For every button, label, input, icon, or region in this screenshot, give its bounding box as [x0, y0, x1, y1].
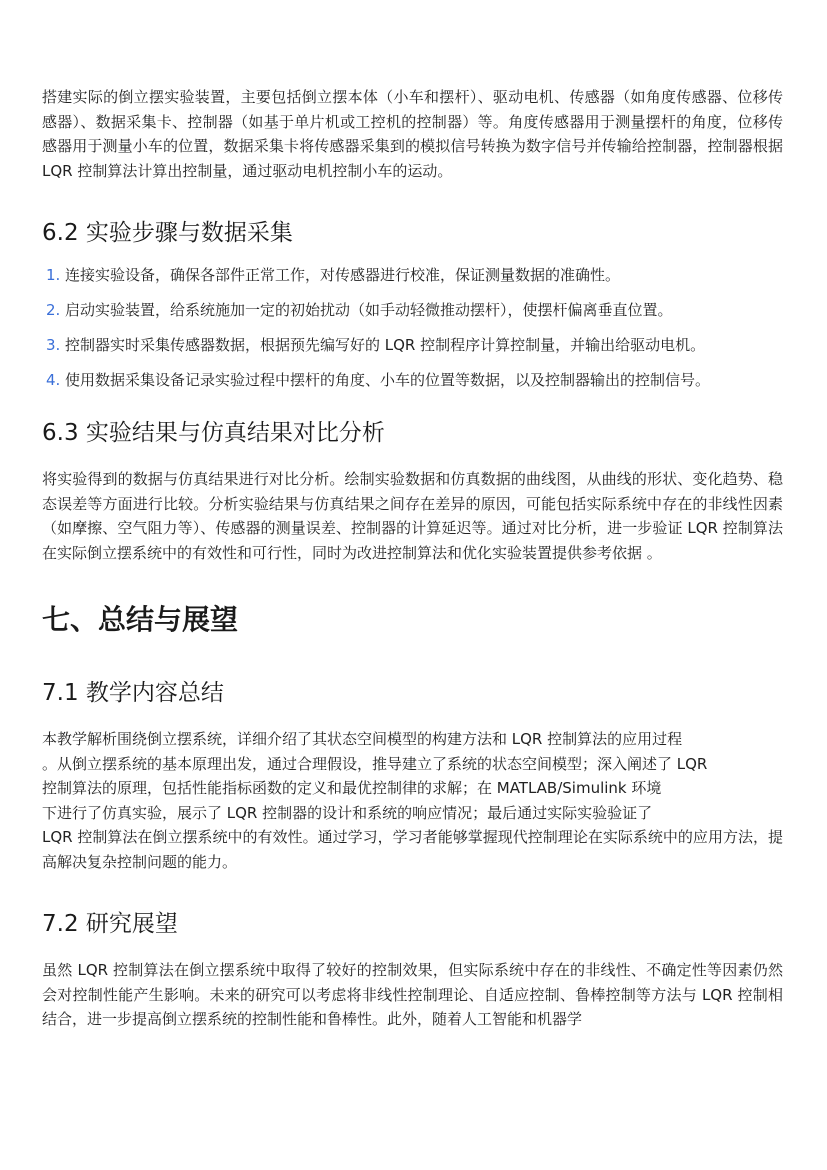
list-text: 使用数据采集设备记录实验过程中摆杆的角度、小车的位置等数据，以及控制器输出的控制信号。: [65, 371, 711, 389]
list-text: 启动实验装置，给系统施加一定的初始扰动（如手动轻微推动摆杆），使摆杆偏离垂直位置。: [65, 301, 673, 319]
experiment-steps-list: [42, 263, 783, 403]
section-7-2-paragraph: 虽然 LQR 控制算法在倒立摆系统中取得了较好的控制效果，但实际系统中存在的非线性、不确定性等因素仍然会对控制性能产生影响。未来的研究可以考虑将非线性控制理论、自适应控制、鲁棒控制等方法与 LQR 控制相结合，进一步提高倒立摆系统的控制性能和鲁棒性。此外，随着人工智能和机器学: [42, 961, 783, 1028]
section-7-1-paragraph: 本教学解析围绕倒立摆系统，详细介绍了其状态空间模型的构建方法和 LQR 控制算法的应用过程 。从倒立摆系统的基本原理出发，通过合理假设，推导建立了系统的状态空间模型；深入阐述了 LQR 控制算法的原理，包括性能指标函数的定义和最优控制律的求解；在 MATLAB/Simulink 环境 下进行了仿真实验，展示了 LQR 控制器的设计和系统的响应情况；最后通过实际实验验证了 LQR 控制算法在倒立摆系统中的有效性。通过学习，学习者能够掌握现代控制理论在实际系统中的应用方法，提高解决复杂控制问题的能力。: [42, 730, 783, 871]
section-6-3-paragraph: 将实验得到的数据与仿真结果进行对比分析。绘制实验数据和仿真数据的曲线图，从曲线的形状、变化趋势、稳态误差等方面进行比较。分析实验结果与仿真结果之间存在差异的原因，可能包括实际系统中存在的非线性因素（如摩擦、空气阻力等）、传感器的测量误差、控制器的计算延迟等。通过对比分析，进一步验证 LQR 控制算法在实际倒立摆系统中的有效性和可行性，同时为改进控制算法和优化实验装置提供参考依据 。: [42, 470, 783, 562]
list-number: 2.: [46, 301, 61, 319]
section-7-2-heading: 7.2 研究展望: [42, 911, 178, 937]
list-number: 4.: [46, 371, 61, 389]
section-7-1-heading: 7.1 教学内容总结: [42, 680, 224, 706]
list-number: 1.: [46, 266, 61, 284]
list-item: [42, 298, 783, 333]
section-6-3-heading: 6.3 实验结果与仿真结果对比分析: [42, 420, 385, 446]
list-item: [42, 263, 783, 298]
chapter-7-heading: 七、总结与展望: [42, 603, 239, 636]
intro-paragraph: 搭建实际的倒立摆实验装置，主要包括倒立摆本体（小车和摆杆）、驱动电机、传感器（如角度传感器、位移传感器）、数据采集卡、控制器（如基于单片机或工控机的控制器）等。角度传感器用于测量摆杆的角度，位移传感器用于测量小车的位置，数据采集卡将传感器采集到的模拟信号转换为数字信号并传输给控制器，控制器根据 LQR 控制算法计算出控制量，通过驱动电机控制小车的运动。: [42, 88, 783, 180]
list-text: 连接实验设备，确保各部件正常工作，对传感器进行校准，保证测量数据的准确性。: [65, 266, 621, 284]
list-text: 控制器实时采集传感器数据，根据预先编写好的 LQR 控制程序计算控制量，并输出给驱动电机。: [65, 336, 706, 354]
list-item: [42, 368, 783, 403]
list-number: 3.: [46, 336, 61, 354]
list-item: [42, 333, 783, 368]
section-6-2-heading: 6.2 实验步骤与数据采集: [42, 220, 293, 246]
